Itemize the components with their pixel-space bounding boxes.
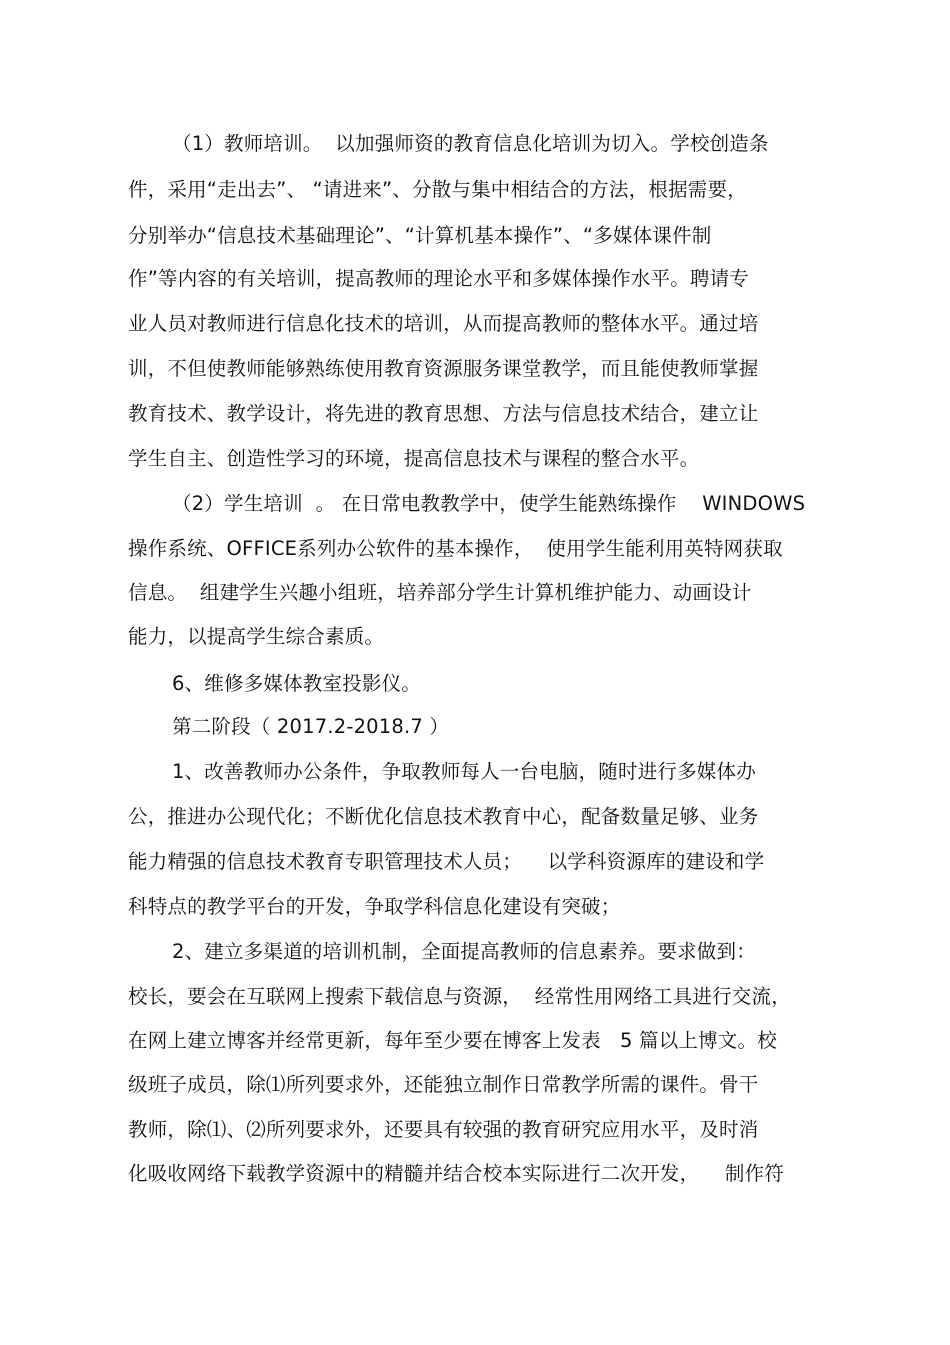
- text-line: 科特点的教学平台的开发，争取学科信息化建设有突破；: [128, 895, 621, 918]
- text-line: （2）学生培训 。 在日常电教教学中，使学生能熟练操作 WINDOWS: [172, 492, 806, 515]
- text-line: 公，推进办公现代化；不断优化信息技术教育中心，配备数量足够、业务: [128, 805, 759, 828]
- text-line: 能力精强的信息技术教育专职管理技术人员； 以学科资源库的建设和学: [128, 850, 765, 873]
- text-line: 教育技术、教学设计，将先进的教育思想、方法与信息技术结合，建立让: [128, 402, 759, 425]
- text-line: 6、维修多媒体教室投影仪。: [172, 672, 422, 695]
- text-line: 件，采用“走出去”、 “请进来”、分散与集中相结合的方法，根据需要，: [128, 178, 747, 201]
- text-line: 1、改善教师办公条件，争取教师每人一台电脑，随时进行多媒体办: [172, 760, 756, 783]
- text-line: 分别举办“信息技术基础理论”、“计算机基本操作”、“多媒体课件制: [128, 224, 712, 247]
- text-line: 业人员对教师进行信息化技术的培训，从而提高教师的整体水平。通过培: [128, 312, 759, 335]
- text-line: （1）教师培训。 以加强师资的教育信息化培训为切入。学校创造条: [172, 132, 769, 155]
- text-line: 操作系统、OFFICE系列办公软件的基本操作， 使用学生能利用英特网获取: [128, 537, 783, 560]
- text-line: 在网上建立博客并经常更新，每年至少要在博客上发表 5 篇以上博文。校: [128, 1029, 777, 1052]
- text-line: 校长，要会在互联网上搜索下载信息与资源， 经常性用网络工具进行交流，: [128, 985, 791, 1008]
- section-heading: 第二阶段（ 2017.2-2018.7 ）: [172, 715, 450, 738]
- text-line: 作”等内容的有关培训，提高教师的理论水平和多媒体操作水平。聘请专: [128, 267, 750, 290]
- text-line: 教师，除⑴、⑵所列要求外，还要具有较强的教育研究应用水平，及时消: [128, 1118, 759, 1141]
- text-line: 化吸收网络下载教学资源中的精髓并结合校本实际进行二次开发， 制作符: [128, 1162, 784, 1185]
- text-line: 2、建立多渠道的培训机制，全面提高教师的信息素养。要求做到：: [172, 940, 756, 963]
- text-line: 级班子成员，除⑴所列要求外，还能独立制作日常教学所需的课件。骨干: [128, 1073, 759, 1096]
- text-line: 学生自主、创造性学习的环境，提高信息技术与课程的整合水平。: [128, 447, 700, 470]
- text-line: 训，不但使教师能够熟练使用教育资源服务课堂教学，而且能使教师掌握: [128, 357, 759, 380]
- text-line: 能力，以提高学生综合素质。: [128, 625, 385, 648]
- text-line: 信息。 组建学生兴趣小组班，培养部分学生计算机维护能力、动画设计: [128, 581, 752, 604]
